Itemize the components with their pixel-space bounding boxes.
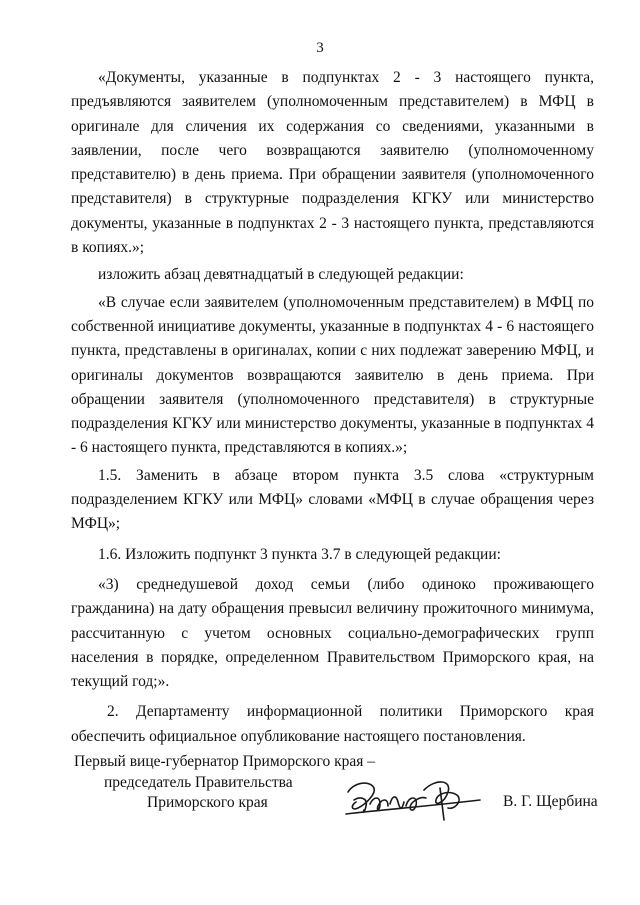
paragraph-documents-2-3: «Документы, указанные в подпунктах 2 - 3 настоящего пункта, предъявляются заявителем (уполномоченным представителем) в МФЦ в оригинале для сличения их содержания со сведениями, указанными в заявлении, после чего возвращаются заявителю (уполномоченному представителю) в день приема. При обращении заявителя (уполномоченного представителя) в структурные подразделения КГКУ или министерство документы, указанные в подпунктах 2 - 3 настоящего пункта, представляются в копиях.»;	[71, 69, 594, 257]
paragraph-item-1-6: 1.6. Изложить подпункт 3 пункта 3.7 в следующей редакции:	[98, 545, 501, 563]
page-number: 3	[316, 40, 324, 56]
paragraph-item-2: 2. Департаменту информационной политики Приморского края обеспечить официальное опубликование настоящего постановления.	[71, 703, 594, 745]
signatory-name: В. Г. Щербина	[503, 793, 598, 810]
signatory-position-line-1: Первый вице-губернатор Приморского края –	[74, 753, 376, 770]
signatory-position-line-2: председатель Правительства	[104, 773, 293, 791]
handwritten-signature	[340, 770, 490, 830]
document-body	[71, 66, 594, 749]
paragraph-subitem-3: «3) среднедушевой доход семьи (либо одиноко проживающего гражданина) на дату обращения превысил величину прожиточного минимума, рассчитанную с учетом основных социально-демографических групп населения в порядке, определенном Правительством Приморского края, на текущий год;».	[71, 575, 594, 691]
paragraph-documents-4-6: «В случае если заявителем (уполномоченным представителем) в МФЦ по собственной инициативе документы, указанные в подпунктах 4 - 6 настоящего пункта, представлены в оригиналах, копии с них подлежат заверению МФЦ, и оригиналы документов возвращаются заявителю в день приема. При обращении заявителя (уполномоченного представителя) в структурные подразделения КГКУ или министерство документы, указанные в подпунктах 4 - 6 настоящего пункта, представляются в копиях.»;	[71, 293, 594, 457]
paragraph-item-1-5: 1.5. Заменить в абзаце втором пункта 3.5 слова «структурным подразделением КГКУ или МФЦ» словами «МФЦ в случае обращения через МФЦ»;	[71, 466, 594, 533]
signatory-title	[74, 752, 375, 814]
paragraph-abzac-19: изложить абзац девятнадцатый в следующей редакции:	[98, 266, 464, 284]
signatory-position-line-3: Приморского края	[147, 794, 268, 811]
